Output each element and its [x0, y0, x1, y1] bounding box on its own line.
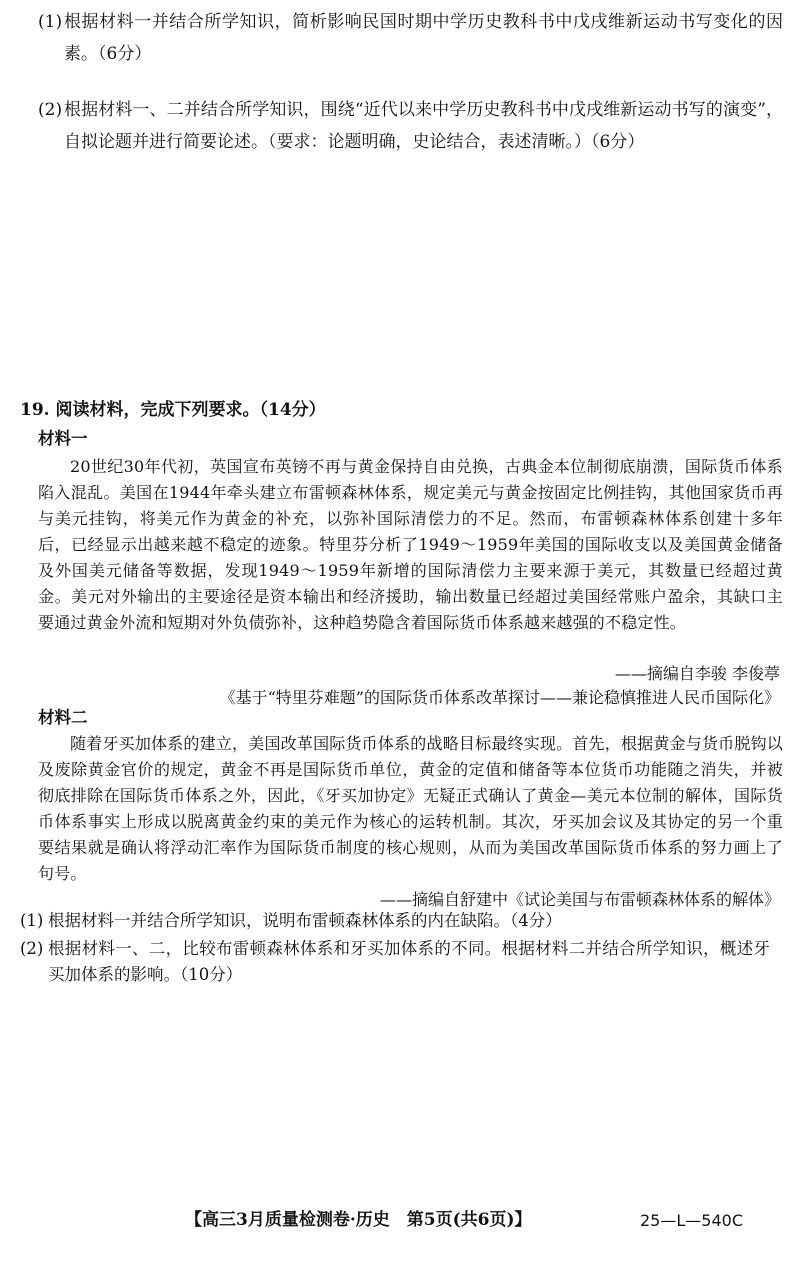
q19-heading: 19. 阅读材料，完成下列要求。（14分）: [20, 400, 326, 420]
q19-subquestion-1: [20, 908, 770, 934]
material1-source-title: 《基于“特里芬难题”的国际货币体系改革探讨——兼论稳慎推进人民币国际化》: [219, 688, 780, 707]
q18-subquestion-1: [38, 6, 783, 70]
q18-sub1-text: 根据材料一并结合所学知识，简析影响民国时期中学历史教科书中戊戌维新运动书写变化的因素。（6分）: [64, 12, 783, 64]
q19-sub1-text: 根据材料一并结合所学知识，说明布雷顿森林体系的内在缺陷。（4分）: [48, 911, 562, 930]
material2-text: 随着牙买加体系的建立，美国改革国际货币体系的战略目标最终实现。首先，根据黄金与货币脱钩以及废除黄金官价的规定，黄金不再是国际货币单位，黄金的定值和储备等本位货币功能随之消失，并被彻底排除在国际货币体系之外，因此，《牙买加协定》无疑正式确认了黄金—美元本位制的解体，国际货币体系事实上形成以脱离黄金约束的美元作为核心的运转机制。其次，牙买加会议及其协定的另一个重要结果就是确认将浮动汇率作为国际货币制度的核心规则，从而为美国改革国际货币体系的努力画上了句号。: [38, 734, 783, 883]
q18-sub2-text: 根据材料一、二并结合所学知识，围绕“近代以来中学历史教科书中戊戌维新运动书写的演变”，自拟论题并进行简要论述。（要求：论题明确，史论结合，表述清晰。）（6分）: [64, 100, 783, 152]
material1-label: 材料一: [38, 429, 88, 448]
page-footer-title: 【高三3月质量检测卷·历史 第5页(共6页)】: [185, 1210, 532, 1230]
q18-subquestion-2: [38, 94, 783, 158]
material1-text: 20世纪30年代初，英国宣布英镑不再与黄金保持自由兑换，古典金本位制彻底崩溃，国际货币体系陷入混乱。美国在1944年牵头建立布雷顿森林体系，规定美元与黄金按固定比例挂钩，其他国家货币再与美元挂钩，将美元作为黄金的补充，以弥补国际清偿力的不足。然而，布雷顿森林体系创建十多年后，已经显示出越来越不稳定的迹象。特里芬分析了1949～1959年美国的国际收支以及美国黄金储备及外国美元储备等数据，发现1949～1959年新增的国际清偿力主要来源于美元，其数量已经超过黄金。美元对外输出的主要途径是资本输出和经济援助，输出数量已经超过美国经常账户盈余，其缺口主要通过黄金外流和短期对外负债弥补，这种趋势隐含着国际货币体系越来越强的不稳定性。: [38, 457, 783, 632]
q19-sub2-text: 根据材料一、二，比较布雷顿森林体系和牙买加体系的不同。根据材料二并结合所学知识，概述牙买加体系的影响。（10分）: [48, 939, 770, 984]
q19-sub2-number: (2): [20, 939, 44, 958]
q18-sub1-number: (1): [38, 12, 63, 32]
material1-source-author: ——摘编自李骏 李俊葶: [614, 664, 780, 683]
q18-sub2-number: (2): [38, 100, 63, 120]
q19-subquestion-2: [20, 936, 770, 988]
material2-source: ——摘编自舒建中《试论美国与布雷顿森林体系的解体》: [379, 890, 780, 909]
page-footer-code: 25—L—540C: [640, 1211, 743, 1230]
q19-sub1-number: (1): [20, 911, 44, 930]
material2-label: 材料二: [38, 708, 88, 727]
